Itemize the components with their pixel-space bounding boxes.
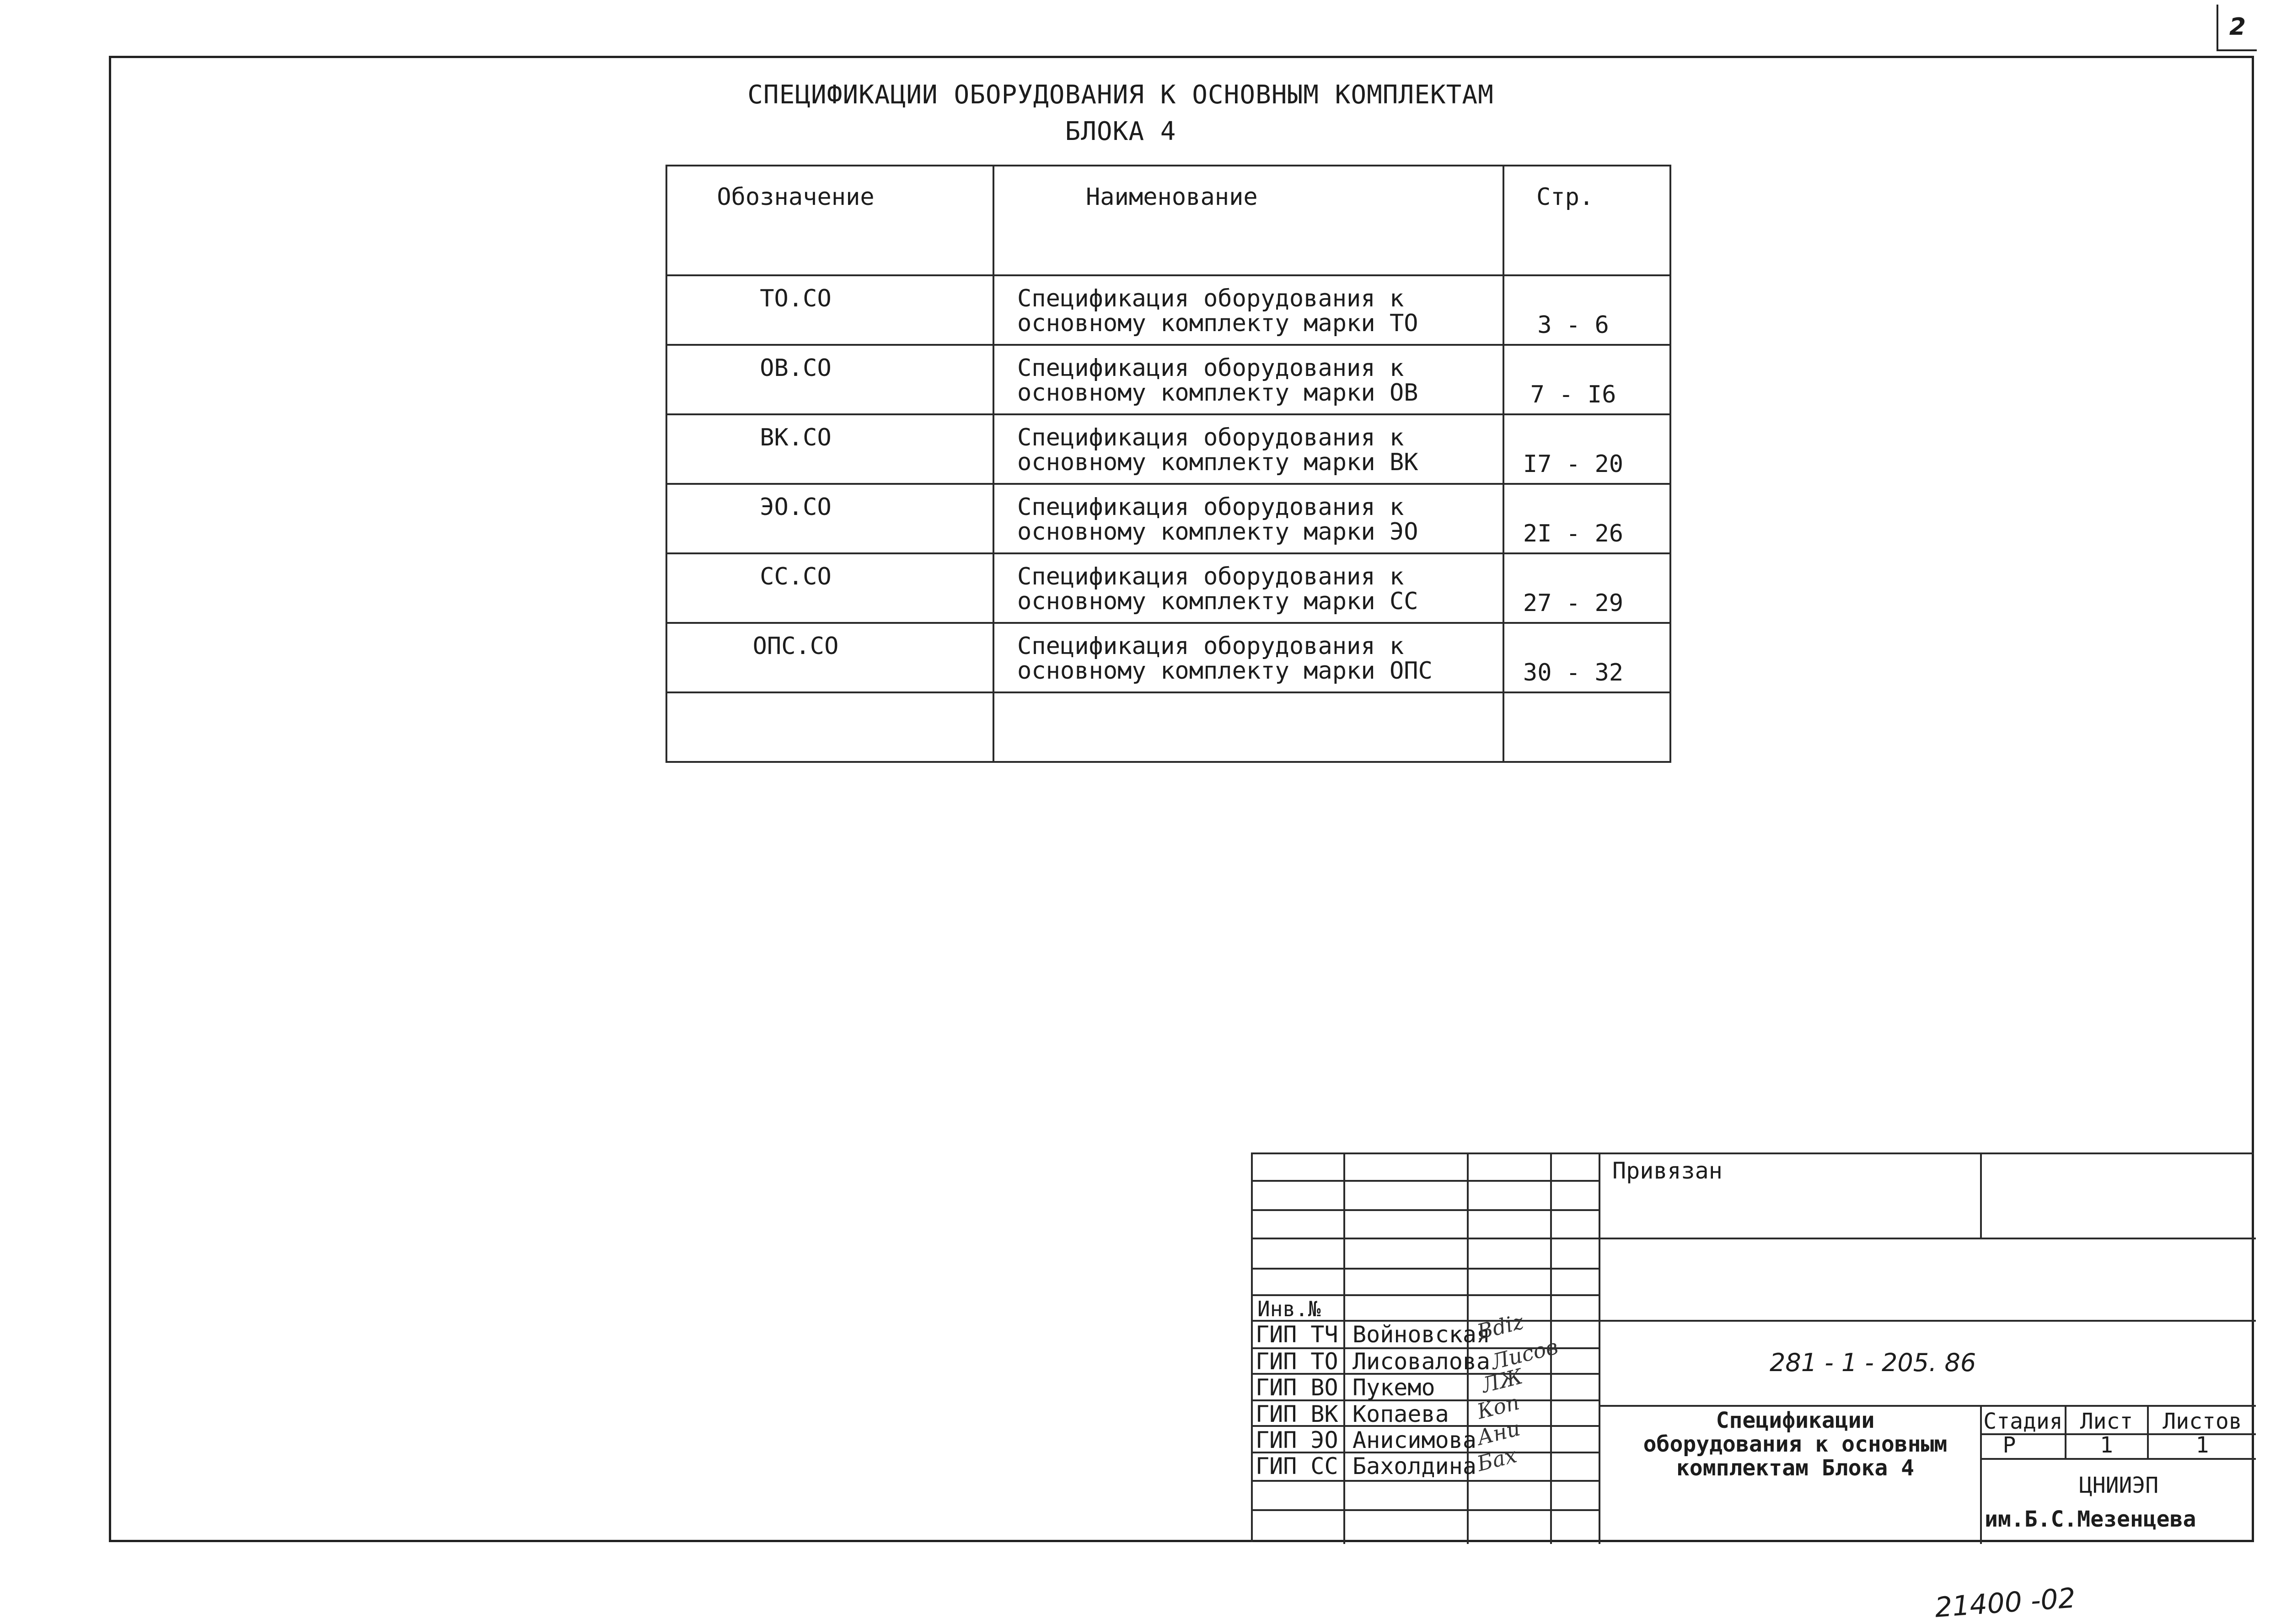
- row-name-line2: основному комплекту марки ЭО: [1017, 518, 1418, 546]
- row-name: [993, 414, 1503, 484]
- document-title-line2: оборудования к основным: [1643, 1431, 1948, 1457]
- staff-name: Лисовалова: [1352, 1348, 1491, 1375]
- row-name-line2: основному комплекту марки ТО: [1017, 310, 1418, 337]
- row-name-line1: Спецификация оборудования к: [1017, 424, 1404, 451]
- table-row: [666, 275, 1670, 345]
- signature: Коп: [1474, 1389, 1522, 1424]
- row-pages: 2I - 26: [1503, 484, 1670, 553]
- row-pages: 3 - 6: [1503, 275, 1670, 345]
- row-name-line2: основному комплекту марки ОВ: [1017, 379, 1418, 407]
- staff-role: ГИП ВК: [1256, 1401, 1338, 1427]
- row-name-line2: основному комплекту марки ВК: [1017, 449, 1418, 476]
- row-name-line2: основному комплекту марки ОПС: [1017, 657, 1433, 685]
- title-block: [1251, 1152, 2254, 1542]
- stage-value: Р: [2002, 1432, 2016, 1458]
- sheets-label: Листов: [2163, 1409, 2242, 1434]
- row-code: ЭО.СО: [666, 484, 993, 553]
- row-name-line1: Спецификация оборудования к: [1017, 285, 1404, 312]
- row-code: СС.СО: [666, 553, 993, 623]
- table-row: [666, 345, 1670, 414]
- table-row: [666, 553, 1670, 623]
- signature: Бах: [1474, 1442, 1519, 1476]
- row-name: [993, 553, 1503, 623]
- organization-line2: им.Б.С.Мезенцева: [1985, 1506, 2196, 1532]
- staff-name: Копаева: [1352, 1401, 1449, 1427]
- staff-name: Пукемо: [1352, 1374, 1435, 1401]
- row-name: [993, 345, 1503, 414]
- table-row: [666, 623, 1670, 692]
- row-code: ОПС.СО: [666, 623, 993, 692]
- row-name-line1: Спецификация оборудования к: [1017, 493, 1404, 521]
- organization-line1: ЦНИИЭП: [2079, 1473, 2159, 1498]
- staff-role: ГИП ТО: [1256, 1348, 1338, 1375]
- archive-number: 21400 -02: [1933, 1582, 2077, 1624]
- document-title: [1617, 1409, 1974, 1480]
- table-header-row: [666, 166, 1670, 275]
- table-row: [666, 484, 1670, 553]
- staff-name: Анисимова: [1352, 1427, 1476, 1453]
- staff-name: Войновская: [1352, 1321, 1491, 1348]
- row-pages: 7 - I6: [1503, 345, 1670, 414]
- row-name: [993, 623, 1503, 692]
- table-row-empty: [666, 692, 1670, 762]
- header-name: Наименование: [993, 166, 1503, 275]
- stage-label: Стадия: [1983, 1409, 2063, 1434]
- row-name-line1: Спецификация оборудования к: [1017, 563, 1404, 590]
- specification-index-table: [666, 165, 1671, 763]
- sheet-value: 1: [2100, 1432, 2113, 1458]
- row-name-line1: Спецификация оборудования к: [1017, 632, 1404, 660]
- page-title-line1: СПЕЦИФИКАЦИИ ОБОРУДОВАНИЯ К ОСНОВНЫМ КОМПЛЕКТАМ: [747, 80, 1494, 110]
- signature: Лисов: [1488, 1334, 1561, 1375]
- staff-role: ГИП ВО: [1256, 1374, 1338, 1401]
- staff-role: ГИП ЭО: [1256, 1427, 1338, 1453]
- sheet-label: Лист: [2080, 1409, 2133, 1434]
- document-code: 281 - 1 - 205. 86: [1770, 1348, 1976, 1377]
- inventory-label: Инв.№: [1257, 1297, 1321, 1321]
- row-pages: 30 - 32: [1503, 623, 1670, 692]
- document-title-line1: Спецификации: [1716, 1408, 1875, 1433]
- row-pages: 27 - 29: [1503, 553, 1670, 623]
- signature: Bdiz: [1474, 1309, 1526, 1345]
- header-pages: Стр.: [1503, 166, 1670, 275]
- signature: ЛЖ: [1479, 1363, 1525, 1398]
- staff-name: Бахолдина: [1352, 1453, 1476, 1479]
- header-designation: Обозначение: [666, 166, 993, 275]
- table-row: [666, 414, 1670, 484]
- staff-role: ГИП ТЧ: [1256, 1321, 1338, 1348]
- staff-role: ГИП СС: [1256, 1453, 1338, 1479]
- sheets-value: 1: [2195, 1432, 2209, 1458]
- signature: Ани: [1474, 1415, 1523, 1450]
- row-name-line1: Спецификация оборудования к: [1017, 354, 1404, 382]
- row-code: ОВ.СО: [666, 345, 993, 414]
- row-code: ТО.СО: [666, 275, 993, 345]
- attached-label: Привязан: [1612, 1158, 1723, 1184]
- page-title-line2: БЛОКА 4: [1065, 117, 1176, 146]
- sheet-number: 2: [2217, 5, 2257, 51]
- row-code: ВК.СО: [666, 414, 993, 484]
- row-name-line2: основному комплекту марки СС: [1017, 588, 1418, 615]
- row-pages: I7 - 20: [1503, 414, 1670, 484]
- document-title-line3: комплектам Блока 4: [1676, 1455, 1915, 1481]
- row-name: [993, 484, 1503, 553]
- row-name: [993, 275, 1503, 345]
